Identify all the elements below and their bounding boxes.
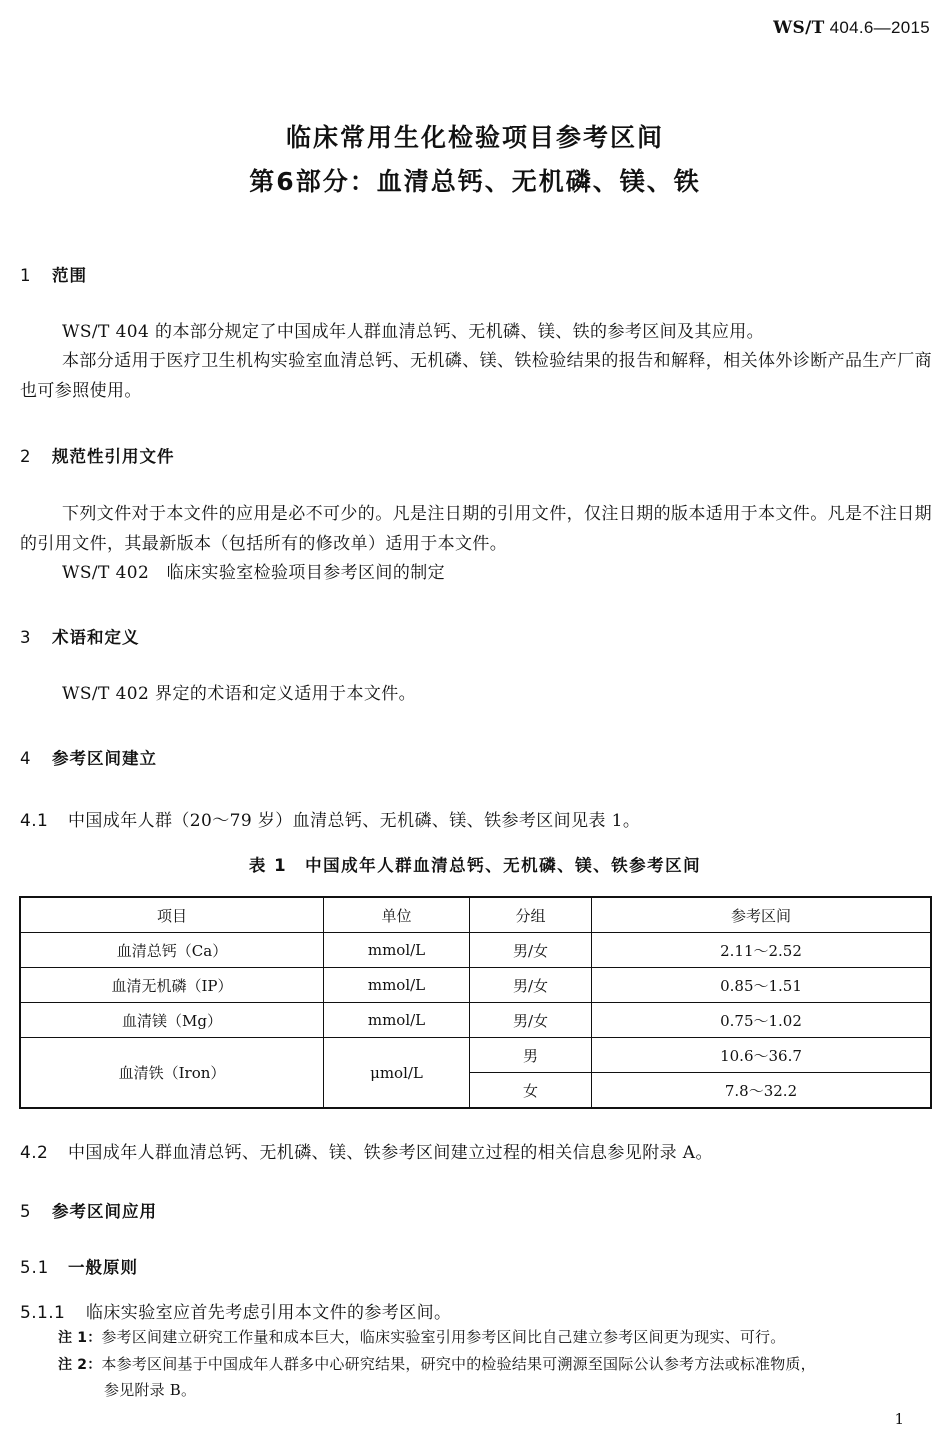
standard-code-prefix: WS/T	[773, 18, 825, 38]
section-5-heading	[20, 1198, 157, 1222]
header-cell-unit: 单位	[324, 897, 470, 933]
clause-5-1-heading	[20, 1254, 138, 1278]
cell-range: 7.8～32.2	[592, 1073, 932, 1109]
clause-number: 4.1	[20, 811, 49, 831]
section-number: 4	[20, 749, 32, 768]
section-2-paragraph-1: 下列文件对于本文件的应用是必不可少的。凡是注日期的引用文件，仅注日期的版本适用于本文件。凡是不注日期的引用文件，其最新版本（包括所有的修改单）适用于本文件。	[20, 504, 932, 554]
section-1-paragraph-2: 本部分适用于医疗卫生机构实验室血清总钙、无机磷、镁、铁检验结果的报告和解释，相关体外诊断产品生产厂商也可参照使用。	[20, 351, 932, 401]
cell-item: 血清铁（Iron）	[20, 1038, 324, 1109]
cell-item: 血清镁（Mg）	[20, 1003, 324, 1038]
cell-unit: mmol/L	[324, 968, 470, 1003]
section-title: 参考区间应用	[52, 1202, 157, 1221]
clause-4-1	[20, 806, 640, 831]
note-text: 本参考区间基于中国成年人群多中心研究结果，研究中的检验结果可溯源至国际公认参考方法或标准物质，	[101, 1355, 816, 1373]
clause-text: 临床实验室应首先考虑引用本文件的参考区间。	[86, 1303, 452, 1323]
section-1-paragraph-1: WS/T 404 的本部分规定了中国成年人群血清总钙、无机磷、镁、铁的参考区间及其应用。	[62, 322, 765, 342]
section-title: 范围	[52, 266, 87, 285]
section-number: 5	[20, 1202, 32, 1221]
standard-code	[773, 18, 930, 38]
section-2-heading	[20, 443, 175, 467]
note-2	[58, 1352, 938, 1403]
cell-range: 0.85～1.51	[592, 968, 932, 1003]
page-number: 1	[894, 1410, 904, 1428]
header-cell-group: 分组	[470, 897, 592, 933]
clause-text: 中国成年人群（20～79 岁）血清总钙、无机磷、镁、铁参考区间见表 1。	[68, 811, 641, 831]
section-3-heading	[20, 624, 140, 648]
section-3-paragraph-1: WS/T 402 界定的术语和定义适用于本文件。	[62, 684, 417, 704]
table-row	[20, 1038, 931, 1073]
clause-4-2	[20, 1138, 713, 1163]
header-cell-range: 参考区间	[592, 897, 932, 933]
cell-group: 男/女	[470, 968, 592, 1003]
reference-interval-table	[19, 896, 932, 1109]
section-number: 1	[20, 266, 32, 285]
document-subtitle: 第6部分：血清总钙、无机磷、镁、铁	[249, 167, 701, 196]
header-cell-item: 项目	[20, 897, 324, 933]
table-row	[20, 933, 931, 968]
section-1-heading	[20, 262, 87, 286]
section-number: 2	[20, 447, 32, 466]
cell-unit: mmol/L	[324, 933, 470, 968]
clause-number: 5.1.1	[20, 1303, 66, 1323]
clause-title: 一般原则	[68, 1258, 138, 1277]
note-text: 参考区间建立研究工作量和成本巨大，临床实验室引用参考区间比自己建立参考区间更为现实、可行。	[101, 1328, 786, 1346]
table-row	[20, 1003, 931, 1038]
note-label: 注 1：	[58, 1330, 102, 1346]
note-text-continued: 参见附录 B。	[104, 1381, 197, 1399]
table-row	[20, 968, 931, 1003]
section-title: 术语和定义	[52, 628, 140, 647]
cell-range: 10.6～36.7	[592, 1038, 932, 1073]
clause-number: 5.1	[20, 1258, 50, 1277]
cell-group: 女	[470, 1073, 592, 1109]
standard-code-number: 404.6—2015	[829, 18, 930, 37]
clause-5-1-1	[20, 1298, 451, 1323]
cell-unit: mmol/L	[324, 1003, 470, 1038]
table-caption: 表 1 中国成年人群血清总钙、无机磷、镁、铁参考区间	[248, 856, 702, 875]
cell-item: 血清无机磷（IP）	[20, 968, 324, 1003]
cell-item: 血清总钙（Ca）	[20, 933, 324, 968]
section-title: 参考区间建立	[52, 749, 157, 768]
document-title: 临床常用生化检验项目参考区间	[285, 123, 664, 152]
cell-group: 男	[470, 1038, 592, 1073]
cell-unit: μmol/L	[324, 1038, 470, 1109]
note-label: 注 2：	[58, 1357, 102, 1373]
clause-text: 中国成年人群血清总钙、无机磷、镁、铁参考区间建立过程的相关信息参见附录 A。	[68, 1143, 713, 1163]
section-title: 规范性引用文件	[52, 447, 175, 466]
cell-range: 2.11～2.52	[592, 933, 932, 968]
cell-range: 0.75～1.02	[592, 1003, 932, 1038]
cell-group: 男/女	[470, 933, 592, 968]
section-number: 3	[20, 628, 32, 647]
cell-group: 男/女	[470, 1003, 592, 1038]
section-4-heading	[20, 745, 157, 769]
note-1	[58, 1325, 938, 1351]
clause-number: 4.2	[20, 1143, 49, 1163]
table-header-row	[20, 897, 931, 933]
section-2-paragraph-2: WS/T 402 临床实验室检验项目参考区间的制定	[62, 563, 446, 583]
